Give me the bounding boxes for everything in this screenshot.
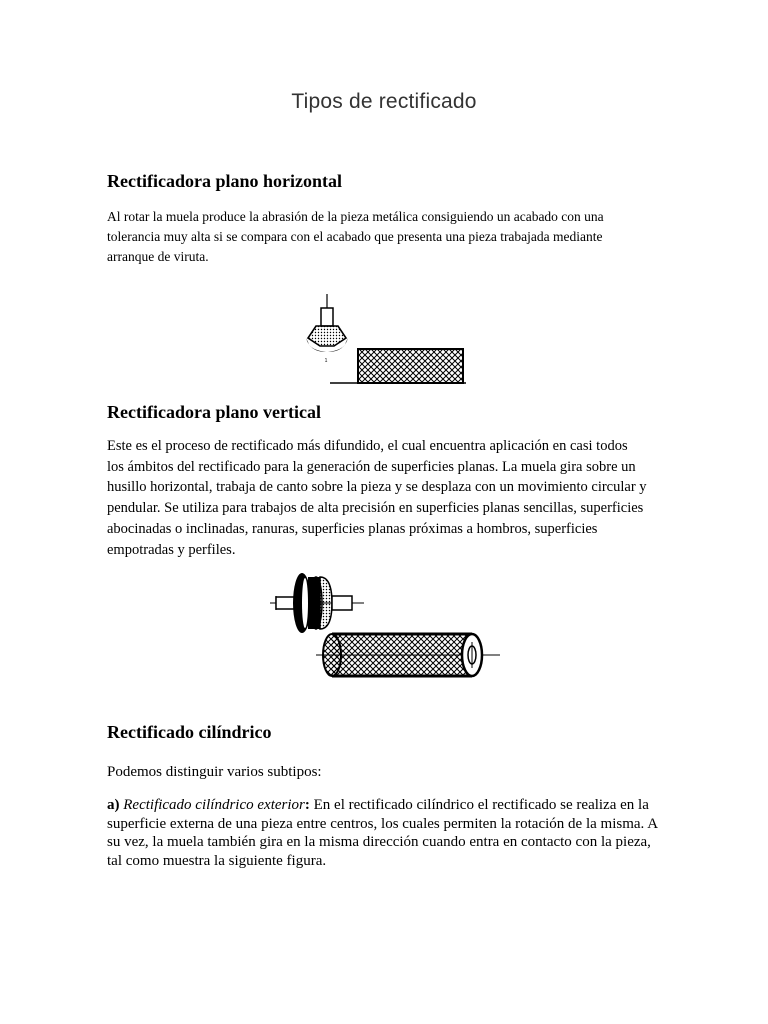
subtype-a-body: En el rectificado cilíndrico el rectificado se realiza en la superficie externa de una pieza entre centros, los cuales permiten la rotación de la misma. A su vez, la muela también gira en la misma dirección cuando entra en contacto con la pieza, tal como muestra la siguiente figura. — [107, 797, 658, 869]
workpiece-block — [358, 349, 463, 383]
section-body-plano-horizontal: Al rotar la muela produce la abrasión de la pieza metálica consiguiendo un acabado con una tolerancia muy alta si se compara con el acabado que presenta una pieza trabajada mediante arranque de viruta. — [107, 209, 604, 264]
section-heading-cilindrico: Rectificado cilíndrico — [107, 722, 272, 742]
grinding-wheel — [306, 326, 348, 364]
subtype-a-paragraph — [107, 796, 667, 870]
subtype-a-title: Rectificado cilíndrico exterior — [123, 797, 305, 813]
subtype-a-colon: : — [304, 797, 310, 813]
section-heading-plano-horizontal: Rectificadora plano horizontal — [107, 171, 342, 191]
figure-label: 1 — [324, 358, 328, 364]
subtype-a-label: a) — [107, 797, 120, 813]
section-heading-plano-vertical: Rectificadora plano vertical — [107, 402, 321, 422]
spindle-shaft — [321, 294, 333, 326]
section-body-plano-vertical: Este es el proceso de rectificado más difundido, el cual encuentra aplicación en casi todos los ámbitos del rectificado para la generación de superficies planas. La muela gira sobre un husillo horizontal, trabaja de canto sobre la pieza y se desplaza con un movimiento circular y pendular. Se utiliza para trabajos de alta precisión en superficies planas sencillas, superficies abocinadas o inclinadas, ranuras, superficies planas próximas a hombros, superficies empotradas y perfiles. — [107, 438, 647, 558]
cylindrical-workpiece — [316, 634, 500, 676]
wheel-and-spindle — [270, 573, 364, 633]
document-title: Tipos de rectificado — [291, 90, 477, 113]
figure-plano-horizontal — [290, 292, 480, 388]
figure-plano-vertical — [268, 570, 504, 682]
section-intro-cilindrico: Podemos distinguir varios subtipos: — [107, 764, 322, 780]
